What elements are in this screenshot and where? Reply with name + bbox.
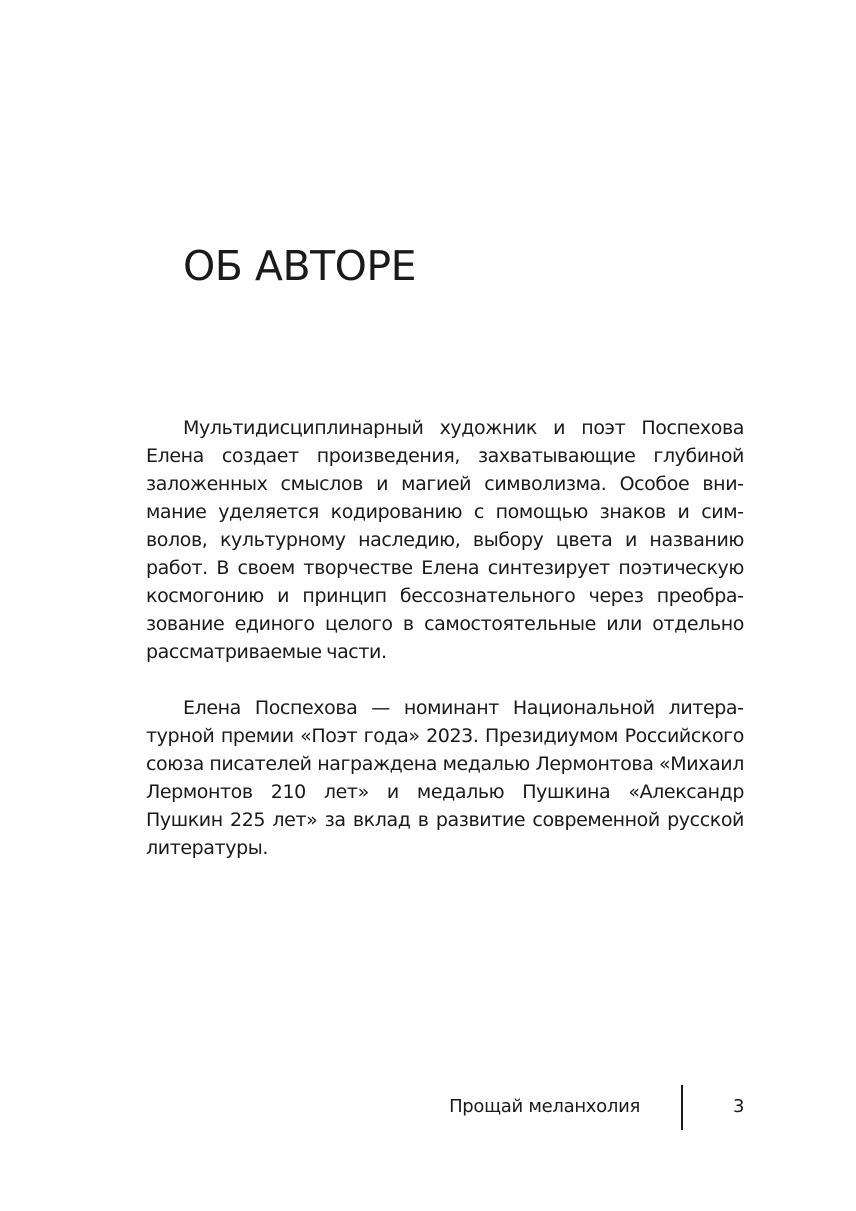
page-title: ОБ АВТОРЕ	[183, 242, 417, 290]
page-number: 3	[733, 1096, 745, 1117]
bio-paragraph-2: Елена Поспехова — номинант Национальной литературной премии «Поэт года» 2023. Президиумом Российского союза писателей награждена медалью Лермонтова «Михаил Лермонтов 210 лет» и медалью Пушкина «Александр Пушкин 225 лет» за вклад в развитие современной русской литературы.	[146, 697, 744, 859]
footer-divider	[681, 1085, 683, 1130]
author-bio	[146, 414, 744, 862]
running-footer-title: Прощай меланхолия	[449, 1096, 640, 1117]
bio-paragraph-1: Мультидисциплинарный художник и поэт Поспехова Елена создает произведения, захватывающие глубиной заложенных смыслов и магией символизма. Особое внимание уделяется кодированию с помощью знаков и символов, культурному наследию, выбору цвета и названию работ. В своем творчестве Елена синтезирует поэтическую космогонию и принцип бессознательного через преобразование единого целого в самостоятельные или отдельно рассматриваемые части.	[146, 417, 744, 663]
